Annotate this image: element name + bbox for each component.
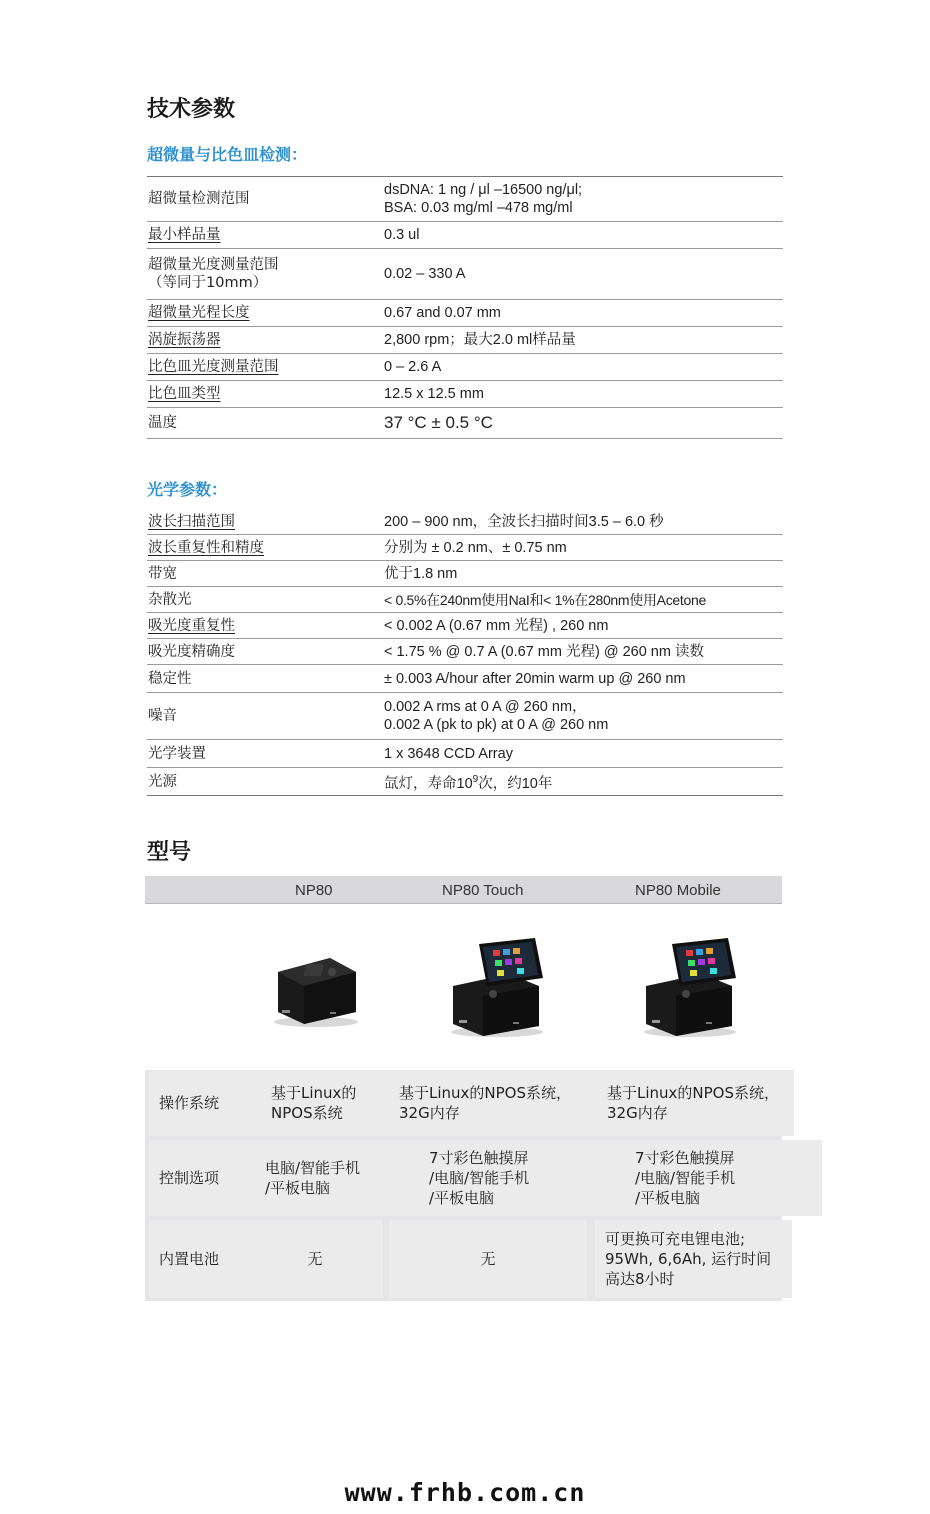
np80-touch-device-image (447, 934, 547, 1040)
spec-label: 比色皿光度测量范围 (148, 359, 279, 375)
spec-label: 比色皿类型 (148, 386, 221, 402)
footer-url[interactable]: www.frhb.com.cn (344, 1478, 586, 1507)
spec-value: ± 0.003 A/hour after 20min warm up @ 260 nm (384, 670, 686, 687)
spec-label: 超微量光度测量范围 （等同于10mm） (148, 257, 279, 291)
spec-table-optical (147, 509, 783, 796)
spec-row (147, 327, 783, 354)
spec-value-prefix: 氙灯，寿命10 (384, 775, 473, 792)
spec-value: 1 x 3648 CCD Array (384, 745, 513, 762)
spec-row (147, 408, 783, 439)
spec-value: < 1.75 % @ 0.7 A (0.67 mm 光程) @ 260 nm 读数 (384, 643, 704, 660)
spec-value: 0.67 and 0.07 mm (384, 305, 501, 321)
cmp-cell: 7寸彩色触摸屏 /电脑/智能手机 /平板电脑 (595, 1140, 822, 1216)
model-col-np80-mobile: NP80 Mobile (635, 882, 721, 899)
table-row (145, 1070, 782, 1136)
spec-row (147, 613, 783, 639)
cmp-row-label: 控制选项 (149, 1140, 247, 1216)
spec-label: 光学装置 (148, 745, 206, 762)
spec-row (147, 693, 783, 740)
spec-label: 带宽 (148, 565, 177, 582)
spec-label: 超微量光程长度 (148, 305, 250, 321)
models-title: 型号 (147, 840, 192, 865)
spec-row (147, 509, 783, 535)
spec-value: < 0.002 A (0.67 mm 光程) , 260 nm (384, 617, 609, 634)
spec-value: 2,800 rpm；最大2.0 ml样品量 (384, 332, 576, 348)
cmp-cell: 基于Linux的 NPOS系统 (247, 1070, 407, 1136)
spec-label: 温度 (148, 415, 177, 431)
spec-value (384, 771, 783, 793)
spec-label: 吸光度重复性 (148, 617, 235, 634)
spec-row (147, 535, 783, 561)
cmp-cell: 7寸彩色触摸屏 /电脑/智能手机 /平板电脑 (389, 1140, 627, 1216)
spec-value-suffix: 次，约10年 (478, 775, 553, 792)
cmp-cell: 可更换可充电锂电池; 95Wh, 6,6Ah, 运行时间 高达8小时 (595, 1220, 792, 1298)
spec-row (147, 354, 783, 381)
spec-label: 稳定性 (148, 670, 192, 687)
np80-mobile-device-image (640, 934, 740, 1040)
spec-row (147, 177, 783, 222)
spec-value: 分别为 ± 0.2 nm、± 0.75 nm (384, 539, 567, 556)
model-col-np80-touch: NP80 Touch (442, 882, 524, 899)
spec-row (147, 249, 783, 300)
cmp-cell: 基于Linux的NPOS系统， 32G内存 (595, 1070, 794, 1136)
spec-value: 12.5 x 12.5 mm (384, 386, 484, 402)
spec-row (147, 587, 783, 613)
section-title-optical: 光学参数： (147, 480, 228, 499)
spec-label: 波长重复性和精度 (148, 539, 264, 556)
cmp-row-label: 内置电池 (149, 1220, 247, 1298)
cmp-cell: 电脑/智能手机 /平板电脑 (247, 1140, 401, 1216)
cmp-cell: 无 (247, 1220, 383, 1298)
spec-value: dsDNA: 1 ng / μl –16500 ng/μl; BSA: 0.03 mg/ml –478 mg/ml (384, 182, 583, 216)
spec-value: < 0.5%在240nm使用NaI和< 1%在280nm使用Acetone (384, 591, 706, 608)
spec-label: 噪音 (148, 708, 177, 724)
spec-value: 37 °C ± 0.5 °C (384, 413, 493, 432)
section-title-microvolume: 超微量与比色皿检测： (147, 145, 308, 164)
spec-value: 优于1.8 nm (384, 565, 458, 582)
spec-value: 200 – 900 nm，全波长扫描时间3.5 – 6.0 秒 (384, 513, 664, 530)
spec-label: 光源 (148, 773, 177, 790)
table-row (145, 1220, 782, 1298)
table-row (145, 1140, 782, 1216)
spec-table-microvolume (147, 176, 783, 439)
spec-value-sup: 9 (472, 773, 479, 785)
model-header (145, 876, 782, 904)
spec-label: 超微量检测范围 (148, 191, 250, 207)
np80-device-image (270, 950, 360, 1030)
spec-value: 0 – 2.6 A (384, 359, 442, 375)
page-title: 技术参数 (147, 97, 236, 122)
cmp-row-label: 操作系统 (149, 1070, 247, 1136)
spec-row (147, 768, 783, 796)
model-col-np80: NP80 (295, 882, 333, 899)
spec-label: 杂散光 (148, 591, 192, 608)
spec-label: 涡旋振荡器 (148, 332, 221, 348)
spec-label: 波长扫描范围 (148, 513, 235, 530)
spec-label: 最小样品量 (148, 227, 221, 243)
spec-row (147, 222, 783, 249)
spec-row (147, 300, 783, 327)
spec-row (147, 665, 783, 693)
spec-value: 0.002 A rms at 0 A @ 260 nm， 0.002 A (pk to pk) at 0 A @ 260 nm (384, 699, 609, 733)
spec-value: 0.02 – 330 A (384, 266, 466, 282)
spec-row (147, 561, 783, 587)
spec-row (147, 381, 783, 408)
spec-label: 吸光度精确度 (148, 643, 235, 660)
cmp-cell: 基于Linux的NPOS系统， 32G内存 (389, 1070, 597, 1136)
spec-value: 0.3 ul (384, 227, 420, 243)
model-comparison-table (145, 1070, 782, 1301)
spec-row (147, 639, 783, 665)
spec-row (147, 740, 783, 768)
cmp-cell: 无 (389, 1220, 587, 1298)
